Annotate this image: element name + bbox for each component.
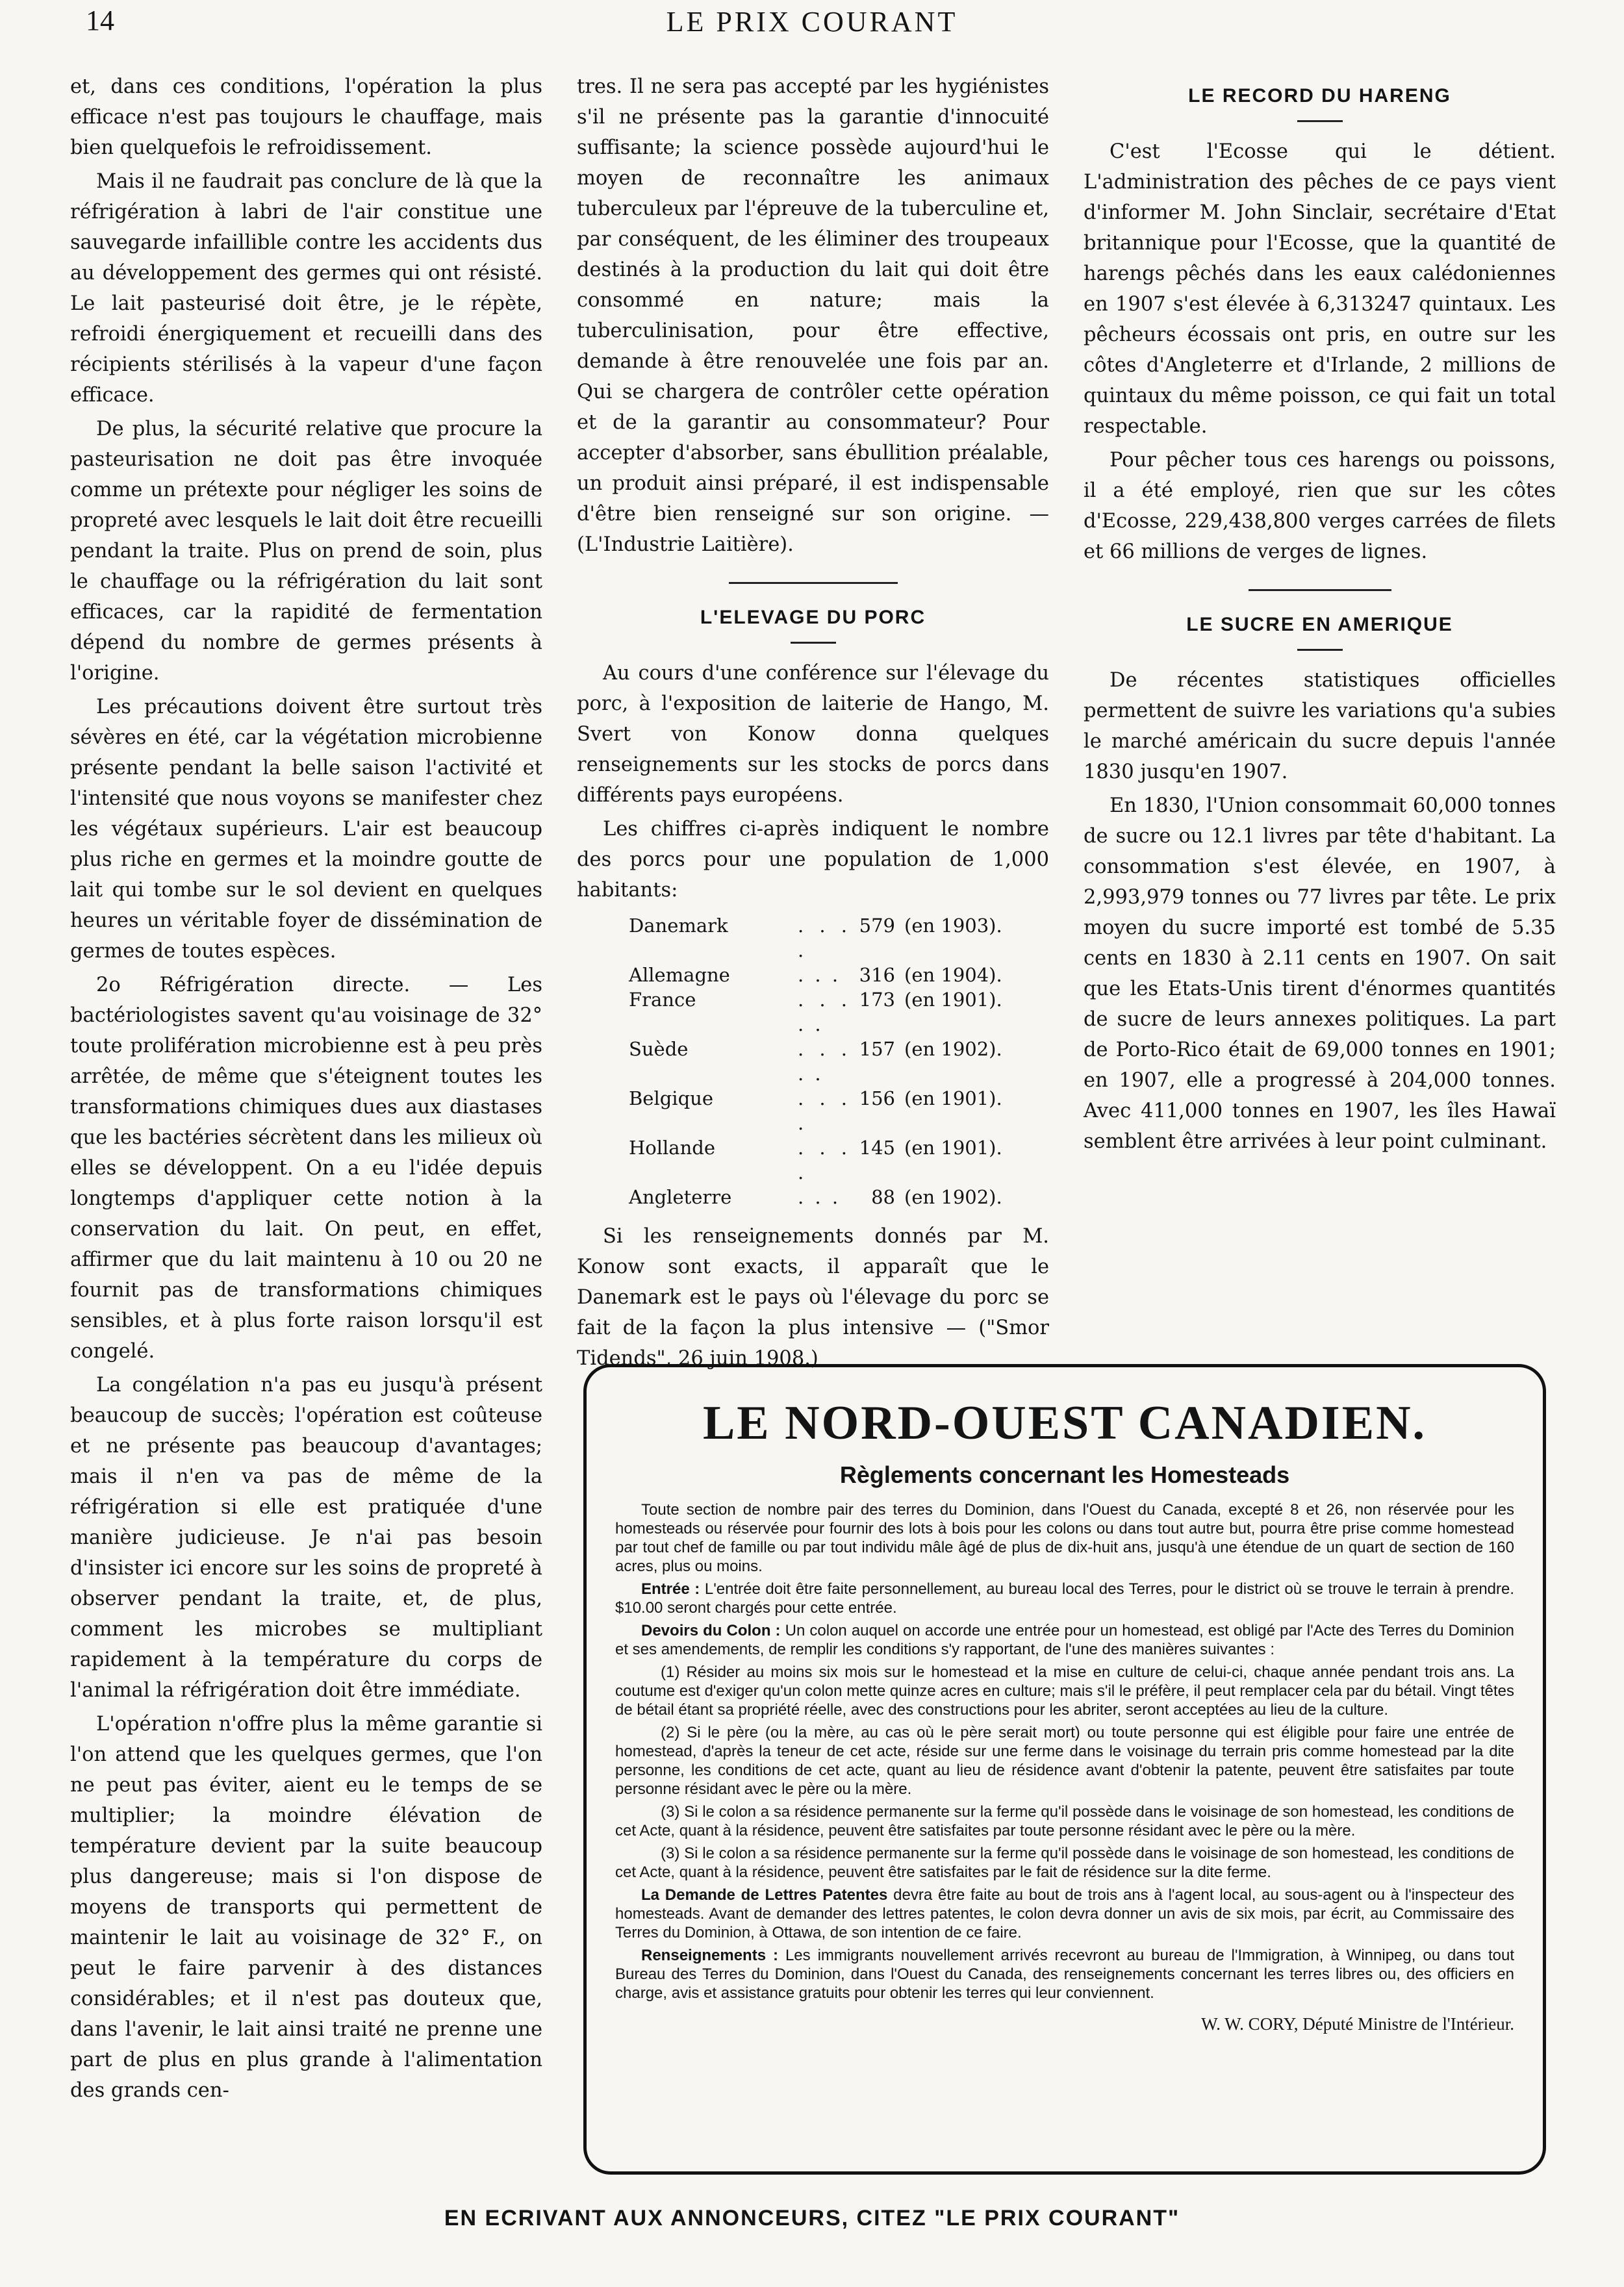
- title-underline: [791, 642, 836, 644]
- ad-intro: Toute section de nombre pair des terres du Dominion, dans l'Ouest du Canada, excepté 8 et 26, non réservée pour les homesteads ou réservée pour fournir des lots à bois pour les colons ou dans tout autre but, pourra être prise comme homestead par tout chef de famille ou par tout individu mâle âgé de plus de dix-huit ans, jusqu'à une étendue de un quart de section de 160 acres, plus ou moins.: [615, 1501, 1514, 1575]
- paragraph: L'opération n'offre plus la même garantie si l'on attend que les quelques germes, que l'on ne peut pas éviter, aient eu le temps de se multiplier; la moindre élévation de température devient par la suite beaucoup plus dangereuse; mais si l'on dispose de moyens de transports qui permettent de maintenir le lait au voisinage de 32° F., on peut le faire parvenir à des distances considérables; et il n'est pas douteux que, dans l'avenir, le lait ainsi traité ne prenne une part de plus en plus grande à l'alimentation des grands cen-: [70, 1713, 542, 2102]
- paragraph: De plus, la sécurité relative que procure la pasteurisation ne doit pas être invoquée comme un prétexte pour négliger les soins de propreté avec lesquels le lait doit être recueilli pendant la traite. Plus on prend de soin, plus le chauffage ou la réfrigération du lait sont efficaces, car la rapidité de fermentation dépend du nombre de germes présents à l'origine.: [70, 418, 542, 685]
- stats-row: Allemagne . . . 316 (en 1904).: [629, 964, 1002, 986]
- paragraph: La congélation n'a pas eu jusqu'à présent beaucoup de succès; l'opération est coûteuse et ne présente pas beaucoup d'avantages; mais il n'en va pas de même de la réfrigération si elle est pratiquée d'une manière judicieuse. Je n'ai pas besoin d'insister ici encore sur les soins de propreté à observer pendant la traite, et, de plus, comment les microbes se multipliant rapidement à la température du corps de l'animal la réfrigération doit être immédiate.: [70, 1374, 542, 1702]
- stats-row: Hollande . . . . 145 (en 1901).: [629, 1137, 1002, 1183]
- paragraph: tres. Il ne sera pas accepté par les hygiénistes s'il ne présente pas la garantie d'innocuité suffisante; la science possède aujourd'hui le moyen de reconnaître les animaux tuberculeux par l'épreuve de la tuberculine et, par conséquent, de les éliminer des troupeaux destinés à la production du lait qui doit être consommé en nature; mais la tuberculinisation, pour être effective, demande à être renouvelée une fois par an. Qui se chargera de contrôler cette opération et de la garantir au consommateur? Pour accepter d'absorber, sans ébullition préalable, un produit ainsi préparé, il est indispensable d'être bien renseigné sur son origine. — (L'Industrie Laitière).: [577, 75, 1049, 556]
- title-underline: [1297, 649, 1343, 651]
- ad-condition: (3) Si le colon a sa résidence permanente sur la ferme qu'il possède dans le voisinage de son homestead, les conditions de cet Acte, quant à la résidence, peuvent être satisfaites par le fait de résidence sur la dite ferme.: [615, 1845, 1514, 1881]
- paragraph: Mais il ne faudrait pas conclure de là que la réfrigération à labri de l'air constitue une sauvegarde infaillible contre les accidents dus au développement des germes qui ont résisté. Le lait pasteurisé doit être, je le répète, refroidi énergiquement et recueilli dans des récipients stérilisés à la vapeur d'une façon efficace.: [70, 170, 542, 407]
- paragraph: 2o Réfrigération directe. — Les bactériologistes savent qu'au voisinage de 32° toute prolifération microbienne est à peu près arrêtée, de même que s'éteignent toutes les transformations chimiques dues aux diastases que les bactéries sécrètent dans les milieux où elles se développent. On a eu l'idée depuis longtemps d'appliquer cette notion à la conservation du lait. On peut, en effet, affirmer que du lait maintenu à 10 ou 20 ne fournit pas de transformations chimiques sensibles, et à plus forte raison lorsqu'il est congelé.: [70, 974, 542, 1363]
- column-1: [70, 71, 542, 2109]
- page-footer: EN ECRIVANT AUX ANNONCEURS, CITEZ "LE PRIX COURANT": [444, 2206, 1180, 2230]
- section-divider: [1249, 589, 1391, 591]
- section-title-sucre: LE SUCRE EN AMERIQUE: [1186, 614, 1453, 635]
- section-divider: [729, 582, 898, 584]
- paragraph: Les chiffres ci-après indiquent le nombre des porcs pour une population de 1,000 habitants:: [577, 818, 1049, 902]
- ad-title: LE NORD-OUEST CANADIEN.: [702, 1396, 1427, 1450]
- ad-condition: (2) Si le père (ou la mère, au cas où le père serait mort) ou toute personne qui est éligible pour faire une entrée de homestead, d'après la teneur de cet acte, réside sur une ferme dans le voisinage du terrain pris comme homestead par la dite personne, les conditions de cet acte, quant au lieu de résidence avant d'obtenir la patente, peuvent être satisfaites par toute personne résidant avec le père ou la mère.: [615, 1724, 1514, 1798]
- paragraph: C'est l'Ecosse qui le détient. L'administration des pêches de ce pays vient d'informer M. John Sinclair, secrétaire d'Etat britannique pour l'Ecosse, que la quantité de harengs pêchés dans les eaux calédoniennes en 1907 s'est élevée à 6,313247 quintaux. Les pêcheurs écossais ont pris, en outre sur les côtes d'Angleterre et d'Irlande, 2 millions de quintaux du même poisson, ce qui fait un total respectable.: [1084, 140, 1556, 438]
- ad-devoirs: Devoirs du Colon : Un colon auquel on accorde une entrée pour un homestead, est obligé par l'Acte des Terres du Dominion et ses amendements, de remplir les conditions s'y rapportant, de l'une des manières suivantes :: [615, 1622, 1515, 1658]
- paragraph: Au cours d'une conférence sur l'élevage du porc, à l'exposition de laiterie de Hango, M. Svert von Konow donna quelques renseignements sur les stocks de porcs dans différents pays européens.: [577, 662, 1049, 807]
- paragraph: Si les renseignements donnés par M. Konow sont exacts, il apparaît que le Danemark est le pays où l'élevage du porc se fait de la façon la plus intensive — ("Smor Tidends", 26 juin 1908.): [577, 1225, 1049, 1370]
- ad-body: [615, 1500, 1514, 2003]
- pig-statistics-table: [629, 913, 1049, 1209]
- paragraph: De récentes statistiques officielles permettent de suivre les variations qu'a subies le marché américain du sucre depuis l'année 1830 jusqu'en 1907.: [1084, 669, 1556, 783]
- section-title-porc: L'ELEVAGE DU PORC: [700, 607, 926, 628]
- stats-row: Belgique . . . . 156 (en 1901).: [629, 1087, 1002, 1134]
- ad-signature: W. W. CORY, Député Ministre de l'Intérieur.: [1201, 2014, 1514, 2034]
- ad-subtitle: Règlements concernant les Homesteads: [839, 1461, 1290, 1488]
- page-number: 14: [86, 5, 114, 36]
- stats-row: Suède . . . . . 157 (en 1902).: [629, 1038, 1002, 1085]
- paragraph: En 1830, l'Union consommait 60,000 tonnes de sucre ou 12.1 livres par tête d'habitant. La consommation s'est élevée, en 1907, à 2,993,979 tonnes ou 77 livres par tête. Le prix moyen du sucre importé est tombé de 5.35 cents en 1830 à 2.11 cents en 1907. On sait que les Etats-Unis tirent d'énormes quantités de sucre de leurs annexes politiques. La part de Porto-Rico était de 69,000 tonnes en 1901; en 1907, elle a progressé à 204,000 tonnes. Avec 411,000 tonnes en 1907, les îles Hawaï semblent être arrivées à leur point culminant.: [1084, 794, 1556, 1153]
- stats-row: Danemark . . . . 579 (en 1903).: [629, 915, 1002, 961]
- ad-renseignements: Renseignements : Les immigrants nouvellement arrivés recevront au bureau de l'Immigration, à Winnipeg, ou dans tout Bureau des Terres du Dominion, dans l'Ouest du Canada, des renseignements concernant les terres libres ou, des officiers en charge, avis et assistance gratuits pour obtenir les terres qui leur conviennent.: [615, 1947, 1515, 2002]
- ad-condition: (3) Si le colon a sa résidence permanente sur la ferme qu'il possède dans le voisinage de son homestead, les conditions de cet Acte, quant à la résidence, peuvent être satisfaites par toute personne résidant avec le père ou la mère.: [615, 1803, 1514, 1839]
- page-title: LE PRIX COURANT: [666, 6, 958, 38]
- homestead-advertisement: [583, 1364, 1546, 2175]
- paragraph: Les précautions doivent être surtout très sévères en été, car la végétation microbienne présente pendant la belle saison l'activité et l'intensité que nous voyons se manifester chez les végétaux supérieurs. L'air est beaucoup plus riche en germes et la moindre goutte de lait qui tombe sur le sol devient en quelques heures un véritable foyer de dissémination de germes de toutes espèces.: [70, 696, 542, 963]
- stats-row: Angleterre . . . 88 (en 1902).: [629, 1186, 1002, 1208]
- column-3: [1084, 71, 1556, 1160]
- title-underline: [1297, 120, 1343, 122]
- section-title-hareng: LE RECORD DU HARENG: [1188, 85, 1451, 107]
- paragraph: et, dans ces conditions, l'opération la plus efficace n'est pas toujours le chauffage, mais bien quelquefois le refroidissement.: [70, 75, 542, 159]
- stats-row: France . . . . . 173 (en 1901).: [629, 989, 1002, 1035]
- ad-lettres: La Demande de Lettres Patentes devra être faite au bout de trois ans à l'agent local, au sous-agent ou à l'inspecteur des homesteads. Avant de demander des lettres patentes, le colon devra donner un avis de six mois, par écrit, au Commissaire des Terres du Dominion, à Ottawa, de son intention de ce faire.: [615, 1886, 1515, 1941]
- ad-entree: Entrée : L'entrée doit être faite personnellement, au bureau local des Terres, pour le district où se trouve le terrain à prendre. $10.00 seront chargés pour cette entrée.: [615, 1580, 1515, 1617]
- ad-condition: (1) Résider au moins six mois sur le homestead et la mise en culture de celui-ci, chaque année pendant trois ans. La coutume est d'exiger qu'un colon mette quinze acres en culture; mais s'il le préfère, il peut remplacer cela par du bétail. Vingt têtes de bétail étant sa propriété réelle, avec des constructions pour les abriter, seront acceptées au lieu de la culture.: [615, 1663, 1514, 1719]
- column-2: [577, 71, 1049, 1377]
- paragraph: Pour pêcher tous ces harengs ou poissons, il a été employé, rien que sur les côtes d'Ecosse, 229,438,800 verges carrées de filets et 66 millions de verges de lignes.: [1084, 449, 1556, 563]
